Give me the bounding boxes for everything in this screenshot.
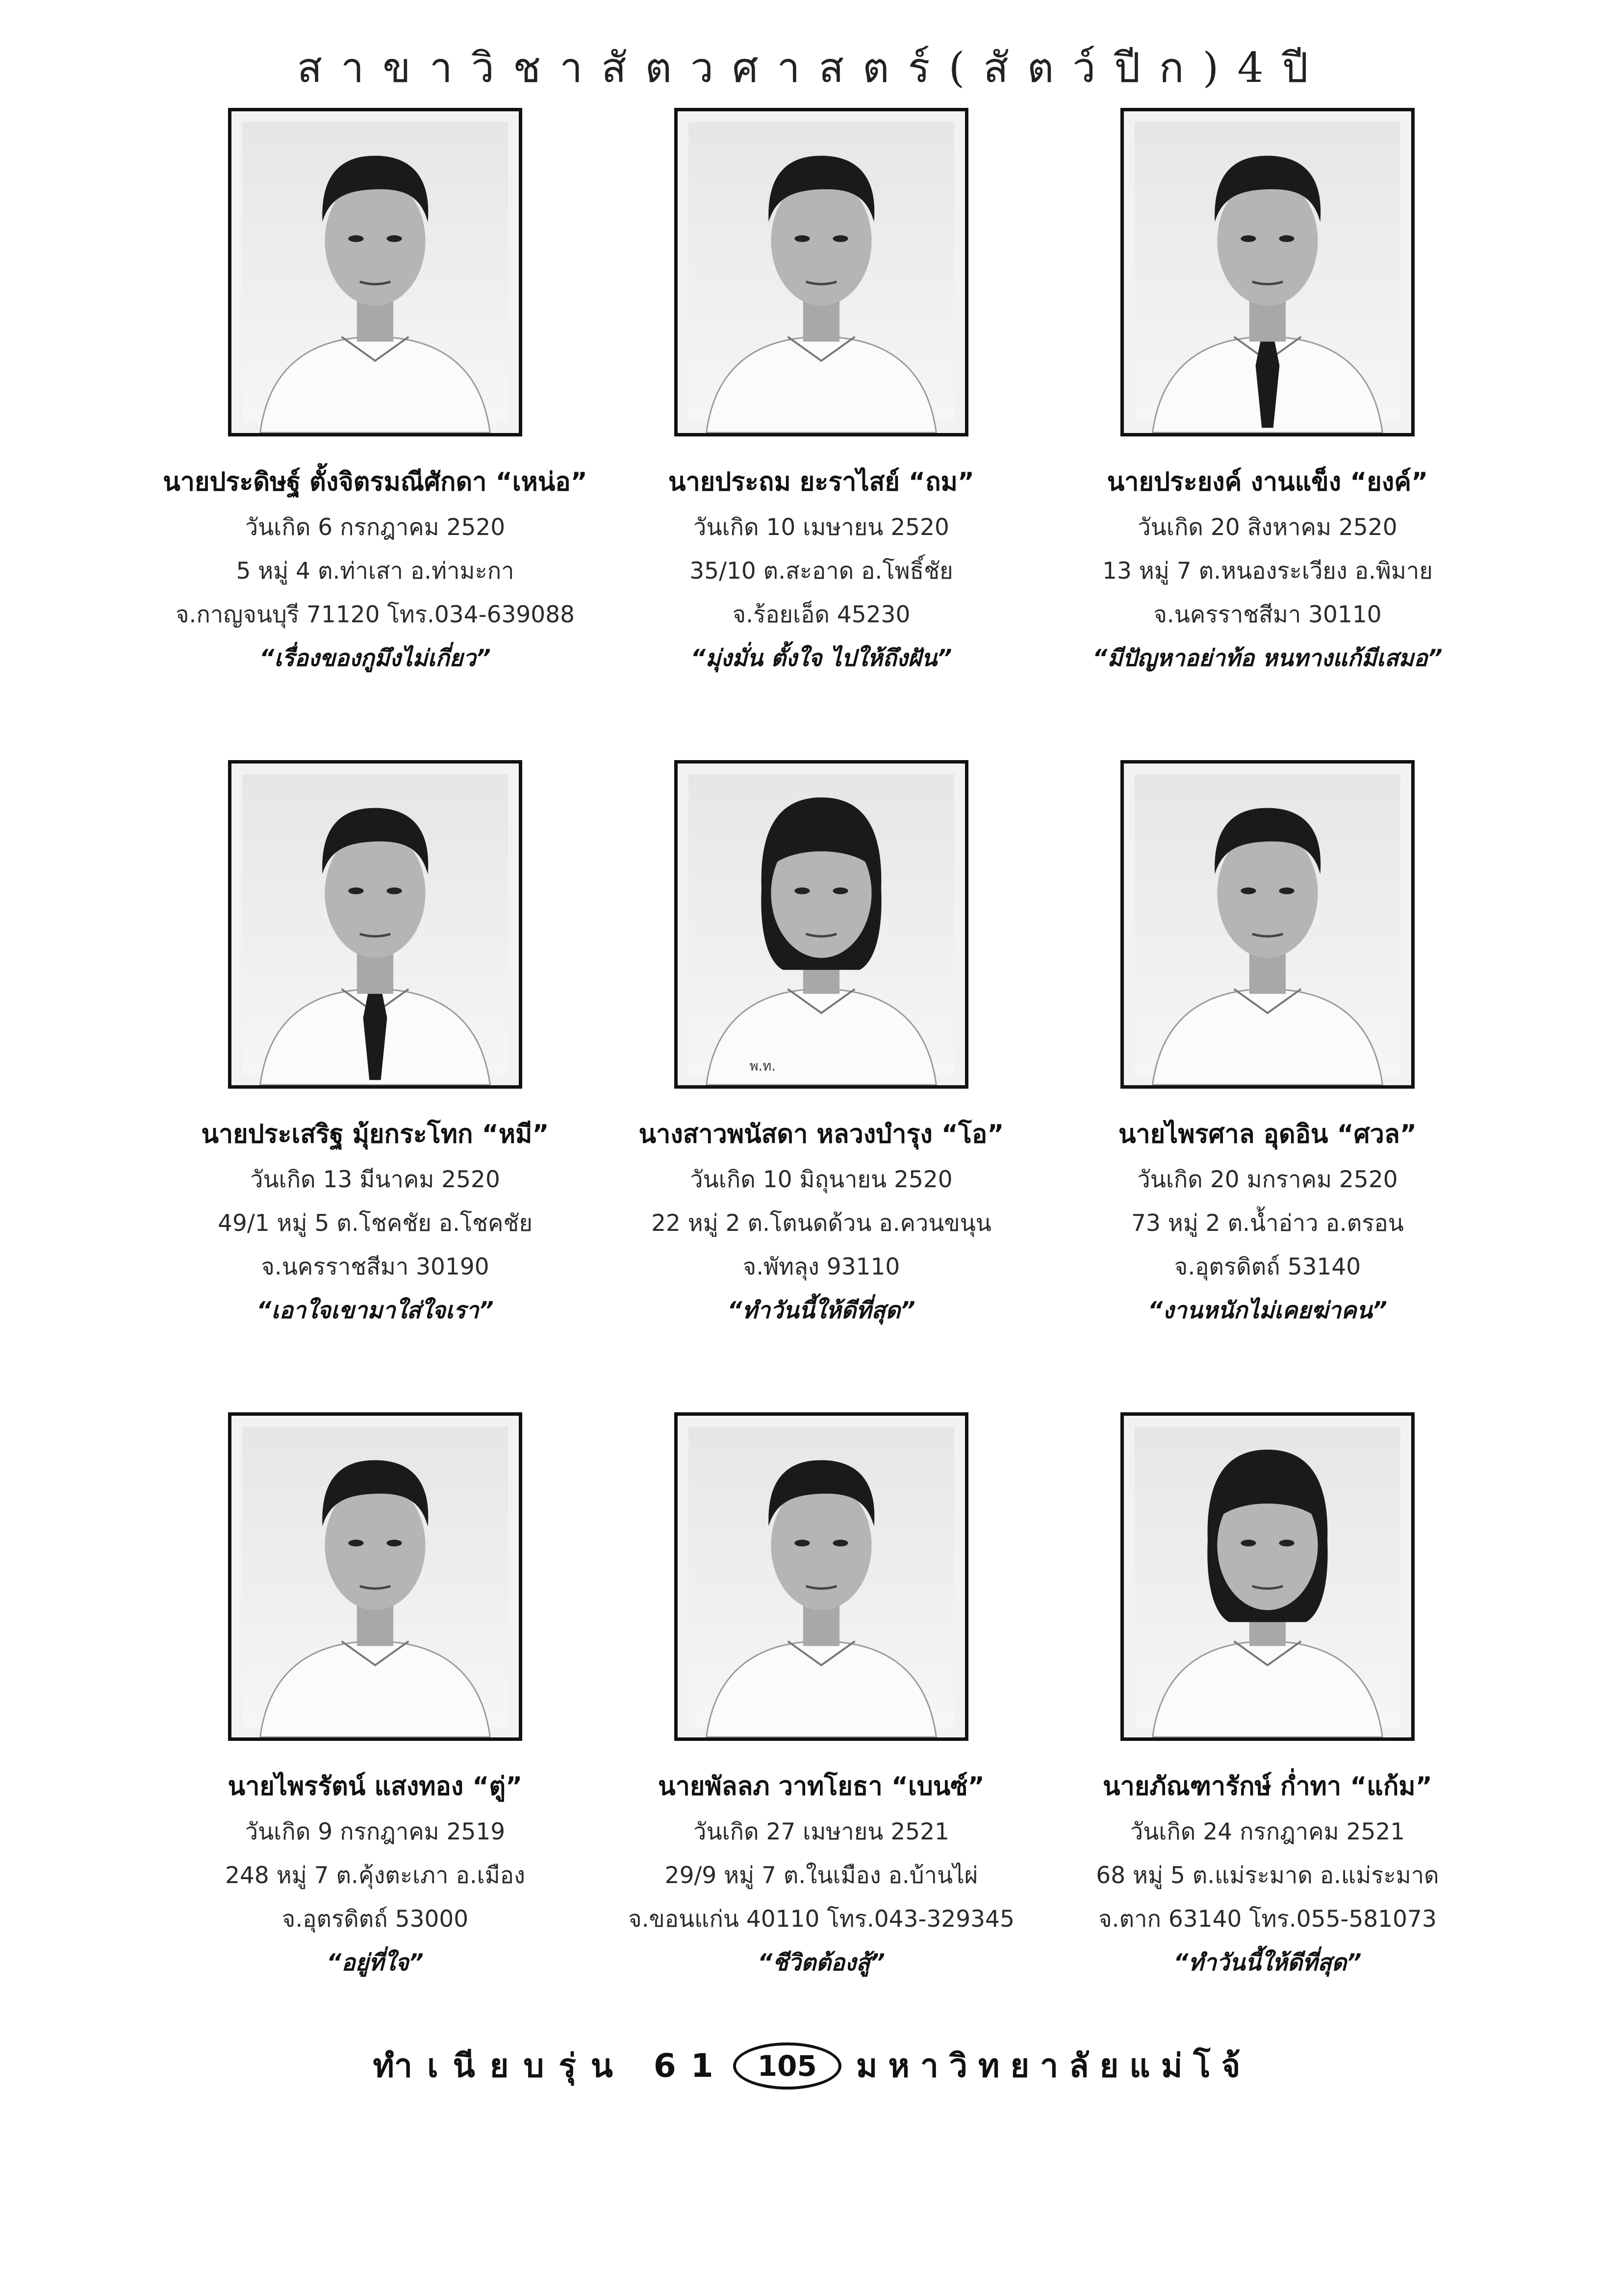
student-card — [598, 1412, 1044, 2065]
student-name: นายไพรรัตน์ แสงทอง “ตู่” — [228, 1772, 523, 1801]
student-motto: “ทำวันนี้ให้ดีที่สุด” — [1173, 1949, 1362, 1976]
eye-shape — [833, 1540, 848, 1547]
student-address-line1: 35/10 ต.สะอาด อ.โพธิ์ชัย — [689, 558, 953, 585]
student-card — [1044, 760, 1491, 1412]
student-motto: “เรื่องของกูมึงไม่เกี่ยว” — [259, 645, 491, 672]
student-address-line2: จ.นครราชสีมา 30110 — [1153, 601, 1382, 628]
footer-yearbook-title: ทำเนียบรุ่น 61 — [373, 2047, 728, 2085]
student-photo — [1120, 108, 1415, 436]
eye-shape — [386, 1540, 402, 1547]
student-name: นายประดิษฐ์ ตั้งจิตรมณีศักดา “เหน่อ” — [163, 467, 587, 497]
student-photo — [674, 760, 968, 1089]
student-motto: “มุ่งมั่น ตั้งใจ ไปให้ถึงฝัน” — [690, 645, 952, 672]
student-motto: “งานหนักไม่เคยฆ่าคน” — [1147, 1297, 1388, 1324]
student-address-line1: 49/1 หมู่ 5 ต.โชคชัย อ.โชคชัย — [218, 1210, 533, 1237]
eye-shape — [794, 1540, 810, 1547]
student-address-line1: 5 หมู่ 4 ต.ท่าเสา อ.ท่ามะกา — [236, 558, 514, 585]
student-birthdate: วันเกิด 20 มกราคม 2520 — [1137, 1166, 1398, 1193]
shirt-shape — [707, 1641, 937, 1737]
student-birthdate: วันเกิด 10 เมษายน 2520 — [693, 514, 949, 541]
student-name: นายพัลลภ วาทโยธา “เบนซ์” — [658, 1772, 985, 1801]
student-card — [598, 108, 1044, 760]
eye-shape — [348, 235, 363, 242]
eye-shape — [348, 1540, 363, 1547]
eye-shape — [1241, 1540, 1256, 1547]
student-card — [152, 760, 598, 1412]
student-name: นายภัณฑารักษ์ ก่ำทา “แก้ม” — [1103, 1772, 1432, 1801]
student-address-line1: 22 หมู่ 2 ต.โตนดด้วน อ.ควนขนุน — [651, 1210, 991, 1237]
student-address-line2: จ.พัทลุง 93110 — [742, 1253, 900, 1280]
page-title: สาขาวิชาสัตวศาสตร์(สัตว์ปีก)4ปี — [297, 44, 1327, 92]
eye-shape — [1241, 235, 1256, 242]
student-address-line2: จ.อุตรดิตถ์ 53140 — [1174, 1253, 1361, 1280]
shirt-label-text: พ.ท. — [749, 1058, 776, 1074]
shirt-shape — [260, 1641, 490, 1737]
shirt-shape — [707, 337, 937, 433]
eye-shape — [386, 888, 402, 894]
student-card — [152, 1412, 598, 2065]
student-motto: “เอาใจเขามาใส่ใจเรา” — [256, 1297, 494, 1324]
student-birthdate: วันเกิด 6 กรกฎาคม 2520 — [245, 514, 506, 541]
student-photo — [674, 1412, 968, 1741]
student-address-line2: จ.นครราชสีมา 30190 — [261, 1253, 489, 1280]
student-photo — [228, 1412, 522, 1741]
student-name: นางสาวพนัสดา หลวงบำรุง “โอ” — [638, 1120, 1004, 1149]
eye-shape — [348, 888, 363, 894]
student-birthdate: วันเกิด 20 สิงหาคม 2520 — [1138, 514, 1397, 541]
student-address-line1: 68 หมู่ 5 ต.แม่ระมาด อ.แม่ระมาด — [1096, 1862, 1439, 1889]
shirt-shape — [1153, 1641, 1383, 1737]
eye-shape — [833, 235, 848, 242]
eye-shape — [1279, 888, 1294, 894]
eye-shape — [833, 888, 848, 894]
student-address-line2: จ.กาญจนบุรี 71120 โทร.034-639088 — [175, 601, 575, 628]
student-address-line2: จ.อุตรดิตถ์ 53000 — [281, 1906, 469, 1933]
student-photo — [228, 760, 522, 1089]
student-birthdate: วันเกิด 27 เมษายน 2521 — [693, 1818, 949, 1845]
eye-shape — [1241, 888, 1256, 894]
student-address-line1: 29/9 หมู่ 7 ต.ในเมือง อ.บ้านไผ่ — [664, 1862, 978, 1889]
student-birthdate: วันเกิด 9 กรกฎาคม 2519 — [245, 1818, 506, 1845]
student-address-line2: จ.ขอนแก่น 40110 โทร.043-329345 — [628, 1906, 1015, 1933]
shirt-shape — [1153, 989, 1383, 1085]
student-photo — [674, 108, 968, 436]
student-card — [1044, 108, 1491, 760]
student-name: นายประถม ยะราไสย์ “ถม” — [668, 467, 975, 497]
student-photo — [228, 108, 522, 436]
student-address-line2: จ.ร้อยเอ็ด 45230 — [732, 601, 911, 628]
student-birthdate: วันเกิด 24 กรกฎาคม 2521 — [1130, 1818, 1405, 1845]
student-motto: “มีปัญหาอย่าท้อ หนทางแก้มีเสมอ” — [1092, 645, 1443, 672]
eye-shape — [386, 235, 402, 242]
student-photo — [1120, 760, 1415, 1089]
shirt-shape — [707, 989, 937, 1085]
eye-shape — [794, 888, 810, 894]
student-grid — [152, 108, 1491, 2065]
student-birthdate: วันเกิด 10 มิถุนายน 2520 — [690, 1166, 953, 1193]
page-number: 105 — [733, 2042, 841, 2090]
student-address-line1: 73 หมู่ 2 ต.น้ำอ่าว อ.ตรอน — [1131, 1210, 1404, 1237]
eye-shape — [1279, 1540, 1294, 1547]
footer-university: มหาวิทยาลัยแม่โจ้ — [856, 2047, 1251, 2085]
student-motto: “ชีวิตต้องสู้” — [758, 1949, 885, 1976]
student-name: นายประเสริฐ มุ้ยกระโทก “หมี” — [201, 1120, 549, 1149]
student-name: นายไพรศาล อุดอิน “ศวล” — [1118, 1120, 1417, 1149]
eye-shape — [794, 235, 810, 242]
student-card — [152, 108, 598, 760]
student-photo — [1120, 1412, 1415, 1741]
student-card — [598, 760, 1044, 1412]
student-name: นายประยงค์ งานแข็ง “ยงค์” — [1107, 467, 1428, 497]
student-motto: “ทำวันนี้ให้ดีที่สุด” — [727, 1297, 915, 1324]
student-card — [1044, 1412, 1491, 2065]
shirt-shape — [260, 337, 490, 433]
student-address-line2: จ.ตาก 63140 โทร.055-581073 — [1098, 1906, 1437, 1933]
student-birthdate: วันเกิด 13 มีนาคม 2520 — [250, 1166, 500, 1193]
student-motto: “อยู่ที่ใจ” — [327, 1949, 424, 1976]
student-address-line1: 13 หมู่ 7 ต.หนองระเวียง อ.พิมาย — [1102, 558, 1433, 585]
eye-shape — [1279, 235, 1294, 242]
student-address-line1: 248 หมู่ 7 ต.คุ้งตะเภา อ.เมือง — [225, 1862, 525, 1889]
page-footer — [0, 2040, 1624, 2091]
